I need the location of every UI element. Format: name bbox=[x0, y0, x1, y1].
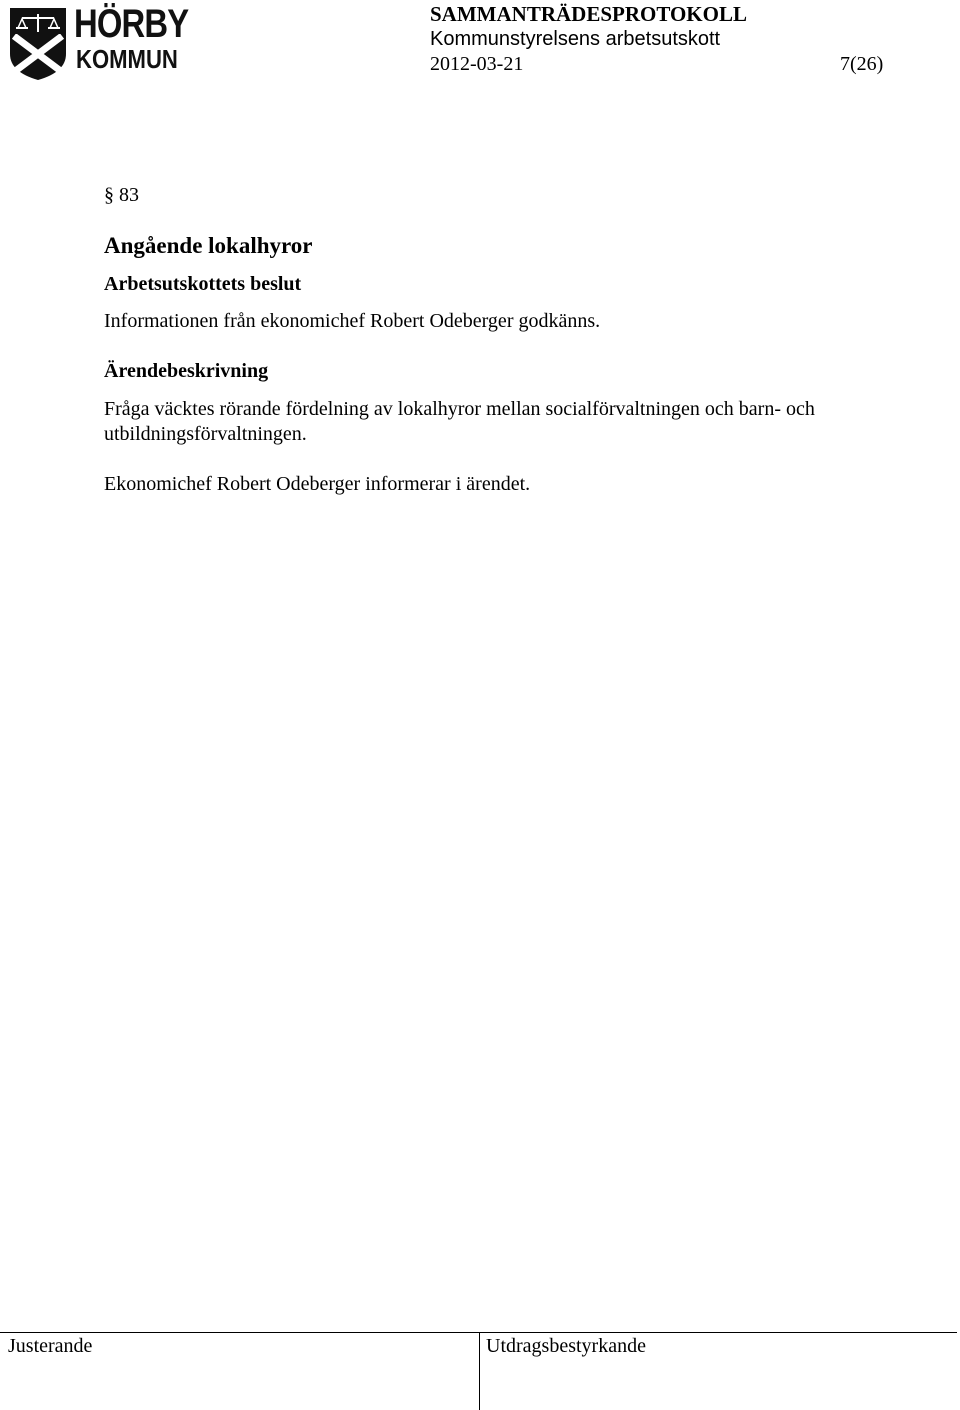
decision-text: Informationen från ekonomichef Robert Odeberger godkänns. bbox=[104, 310, 601, 332]
page-number: 7(26) bbox=[840, 53, 884, 75]
document-type: SAMMANTRÄDESPROTOKOLL bbox=[430, 2, 747, 26]
section-title: Angående lokalhyror bbox=[104, 233, 313, 258]
coat-of-arms-icon bbox=[8, 6, 68, 82]
committee-name: Kommunstyrelsens arbetsutskott bbox=[430, 28, 721, 50]
logo-wordmark-line1: HÖRBY bbox=[74, 2, 189, 46]
footer-utdragsbestyrkande-label: Utdragsbestyrkande bbox=[486, 1335, 646, 1357]
meeting-date: 2012-03-21 bbox=[430, 53, 524, 75]
logo-wordmark-line2: KOMMUN bbox=[76, 44, 178, 74]
description-text: Fråga väcktes rörande fördelning av lokalhyror mellan socialförvaltningen och barn- och utbildningsförvaltningen. bbox=[104, 398, 815, 445]
footer-vertical-divider bbox=[479, 1332, 480, 1410]
footer-justerande-label: Justerande bbox=[8, 1335, 93, 1357]
decision-heading: Arbetsutskottets beslut bbox=[104, 273, 302, 295]
description-heading: Ärendebeskrivning bbox=[104, 360, 269, 382]
municipality-logo bbox=[8, 2, 189, 84]
information-text: Ekonomichef Robert Odeberger informerar i ärendet. bbox=[104, 473, 531, 495]
paragraph-number: § 83 bbox=[104, 184, 139, 206]
